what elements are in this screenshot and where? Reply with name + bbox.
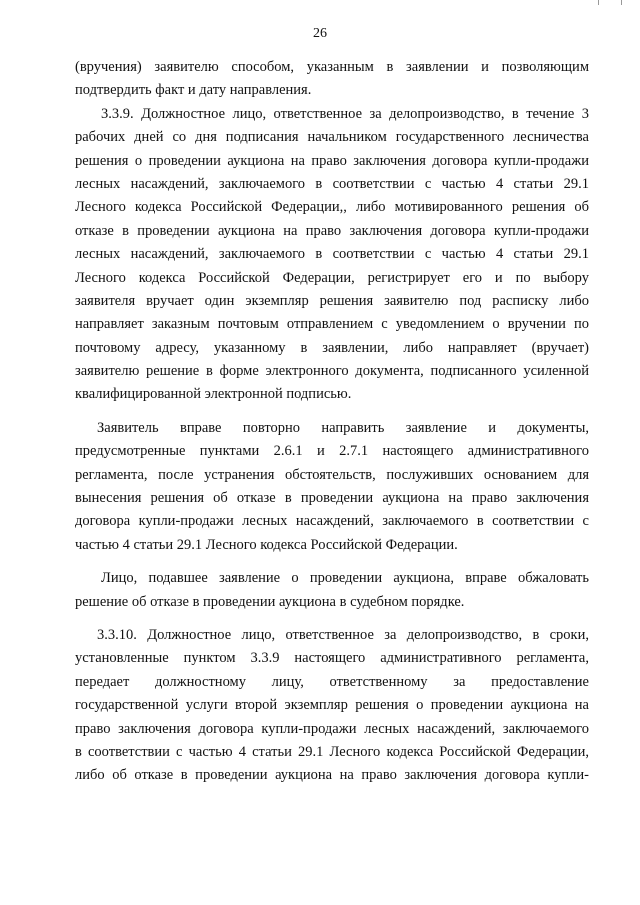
text-line: решение об отказе в проведении аукциона в судебном порядке.: [75, 593, 465, 610]
text-line: заявителю решение в форме электронного документа, подписанного усиленной: [75, 363, 589, 380]
text-line: подтвердить факт и дату направления.: [75, 82, 312, 99]
text-line: передает должностному лицу, ответственному за предоставление: [75, 673, 589, 690]
text-line: 3.3.10. Должностное лицо, ответственное за делопроизводство, в сроки,: [97, 626, 589, 643]
text-line: в соответствии с частью 4 статьи 29.1 Лесного кодекса Российской Федерации,: [75, 743, 589, 760]
text-line: рабочих дней со дня подписания начальником государственного лесничества: [75, 129, 589, 146]
paragraph-3-3-9: [75, 103, 589, 407]
text-line: Лесного кодекса Российской Федерации,, либо мотивированного решения об: [75, 199, 589, 216]
text-line: право заключения договора купли-продажи лесных насаждений, заключаемого: [75, 720, 589, 737]
text-line: заявителя вручает один экземпляр решения заявителю под расписку либо: [75, 292, 589, 309]
text-line: предусмотренные пунктами 2.6.1 и 2.7.1 настоящего административного: [75, 443, 589, 460]
text-line: лесных насаждений, заключаемого в соответствии с частью 4 статьи 29.1: [75, 175, 589, 192]
text-line: частью 4 статьи 29.1 Лесного кодекса Российской Федерации.: [75, 536, 458, 553]
scan-corner-mark: [598, 0, 622, 5]
paragraph-continuation: [75, 56, 589, 103]
paragraph-3-3-10: [75, 624, 589, 788]
text-line: квалифицированной электронной подписью.: [75, 386, 352, 403]
paragraph-gap: [75, 614, 589, 624]
text-line: установленные пунктом 3.3.9 настоящего административного регламента,: [75, 650, 589, 667]
text-line: либо об отказе в проведении аукциона на право заключения договора купли-: [75, 767, 589, 784]
text-line: договора купли-продажи лесных насаждений, заключаемого в соответствии с: [75, 513, 589, 530]
text-line: решения о проведении аукциона на право заключения договора купли-продажи: [75, 152, 589, 169]
text-line: Лесного кодекса Российской Федерации, регистрирует его и по выбору: [75, 269, 589, 286]
text-line: 3.3.9. Должностное лицо, ответственное за делопроизводство, в течение 3: [101, 105, 589, 122]
text-line: Лицо, подавшее заявление о проведении аукциона, вправе обжаловать: [101, 570, 589, 587]
paragraph-gap: [75, 557, 589, 567]
text-line: (вручения) заявителю способом, указанным в заявлении и позволяющим: [75, 59, 589, 75]
paragraph-appeal: [75, 567, 589, 614]
document-body: [75, 56, 589, 788]
text-line: Заявитель вправе повторно направить заявление и документы,: [97, 419, 589, 436]
text-line: вынесения решения об отказе в проведении аукциона на право заключения: [75, 490, 589, 507]
text-line: отказе в проведении аукциона на право заключения договора купли-продажи: [75, 222, 589, 239]
text-line: направляет заказным почтовым отправлением с уведомлением о вручении по: [75, 316, 589, 333]
text-line: лесных насаждений, заключаемого в соответствии с частью 4 статьи 29.1: [75, 246, 589, 263]
text-line: регламента, после устранения обстоятельств, послуживших основанием для: [75, 466, 589, 483]
text-line: государственной услуги второй экземпляр решения о проведении аукциона на: [75, 697, 589, 714]
paragraph-gap: [75, 407, 589, 417]
page-number: 26: [313, 26, 327, 41]
paragraph-resubmission: [75, 417, 589, 557]
text-line: почтовому адресу, указанному в заявлении, либо направляет (вручает): [75, 339, 589, 356]
